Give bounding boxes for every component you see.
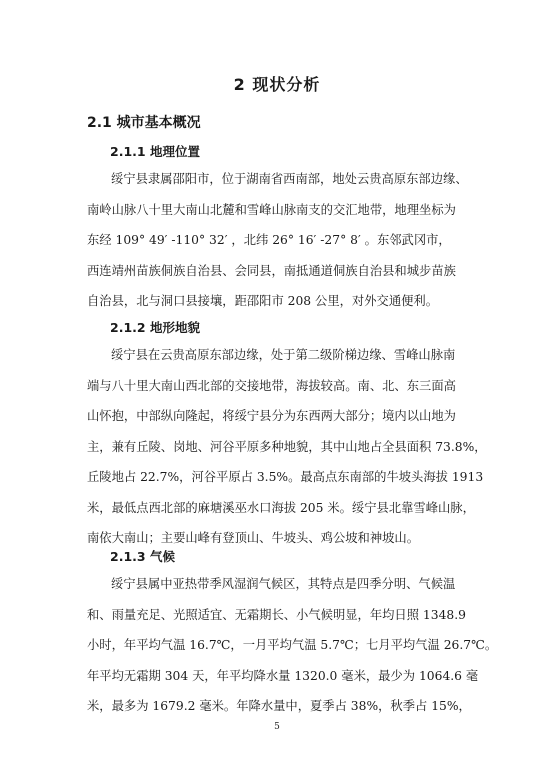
- text-line: 南岭山脉八十里大南山北麓和雪峰山脉南支的交汇地带，地理坐标为: [87, 202, 456, 217]
- subsection-title-location: 2.1.1 地理位置: [110, 144, 200, 159]
- text-line: 米，最低点西北部的麻塘溪巫水口海拔 205 米。绥宁县北靠雪峰山脉，: [87, 500, 475, 515]
- text-line: 和、雨量充足、光照适宜、无霜期长、小气候明显，年均日照 1348.9: [87, 607, 466, 622]
- page-number: 5: [274, 722, 280, 732]
- text-line: 自治县，北与洞口县接壤，距邵阳市 208 公里，对外交通便利。: [87, 294, 439, 308]
- paragraph-terrain: [87, 340, 487, 554]
- text-line: 山怀抱，中部纵向隆起，将绥宁县分为东西两大部分；境内以山地为: [87, 409, 456, 423]
- paragraph-climate: [87, 569, 498, 722]
- text-line: 丘陵地占 22.7%，河谷平原占 3.5%。最高点东南部的牛坡头海拔 1913: [87, 470, 484, 484]
- text-line: 西连靖州苗族侗族自治县、会同县，南抵通道侗族自治县和城步苗族: [87, 263, 456, 278]
- text-line: 绥宁县在云贵高原东部边缘，处于第二级阶梯边缘、雪峰山脉南: [111, 348, 456, 362]
- text-line: 端与八十里大南山西北部的交接地带，海拔较高。南、北、东三面高: [87, 378, 456, 393]
- text-line: 小时，年平均气温 16.7℃，一月平均气温 5.7℃；七月平均气温 26.7℃。: [87, 638, 498, 652]
- text-line: 米，最多为 1679.2 毫米。年降水量中，夏季占 38%，秋季占 15%，: [87, 699, 471, 713]
- subsection-title-terrain: 2.1.2 地形地貌: [110, 320, 200, 335]
- subsection-title-climate: 2.1.3 气候: [110, 549, 175, 564]
- text-line: 绥宁县隶属邵阳市，位于湖南省西南部，地处云贵高原东部边缘、: [111, 172, 468, 186]
- chapter-title: 2 现状分析: [233, 75, 321, 94]
- text-line: 东经 109° 49′ -110° 32′ ，北纬 26° 16′ -27° 8′ 。东邻武冈市，: [87, 233, 451, 247]
- text-line: 绥宁县属中亚热带季风湿润气候区，其特点是四季分明、气候温: [111, 577, 456, 591]
- paragraph-location: [87, 164, 473, 317]
- text-line: 年平均无霜期 304 天，年平均降水量 1320.0 毫米，最少为 1064.6 毫: [87, 668, 479, 683]
- text-line: 主，兼有丘陵、岗地、河谷平原多种地貌，其中山地占全县面积 73.8%，: [87, 439, 487, 454]
- text-line: 南依大南山；主要山峰有登顶山、牛坡头、鸡公坡和神坡山。: [87, 531, 420, 545]
- section-title: 2.1 城市基本概况: [87, 115, 201, 131]
